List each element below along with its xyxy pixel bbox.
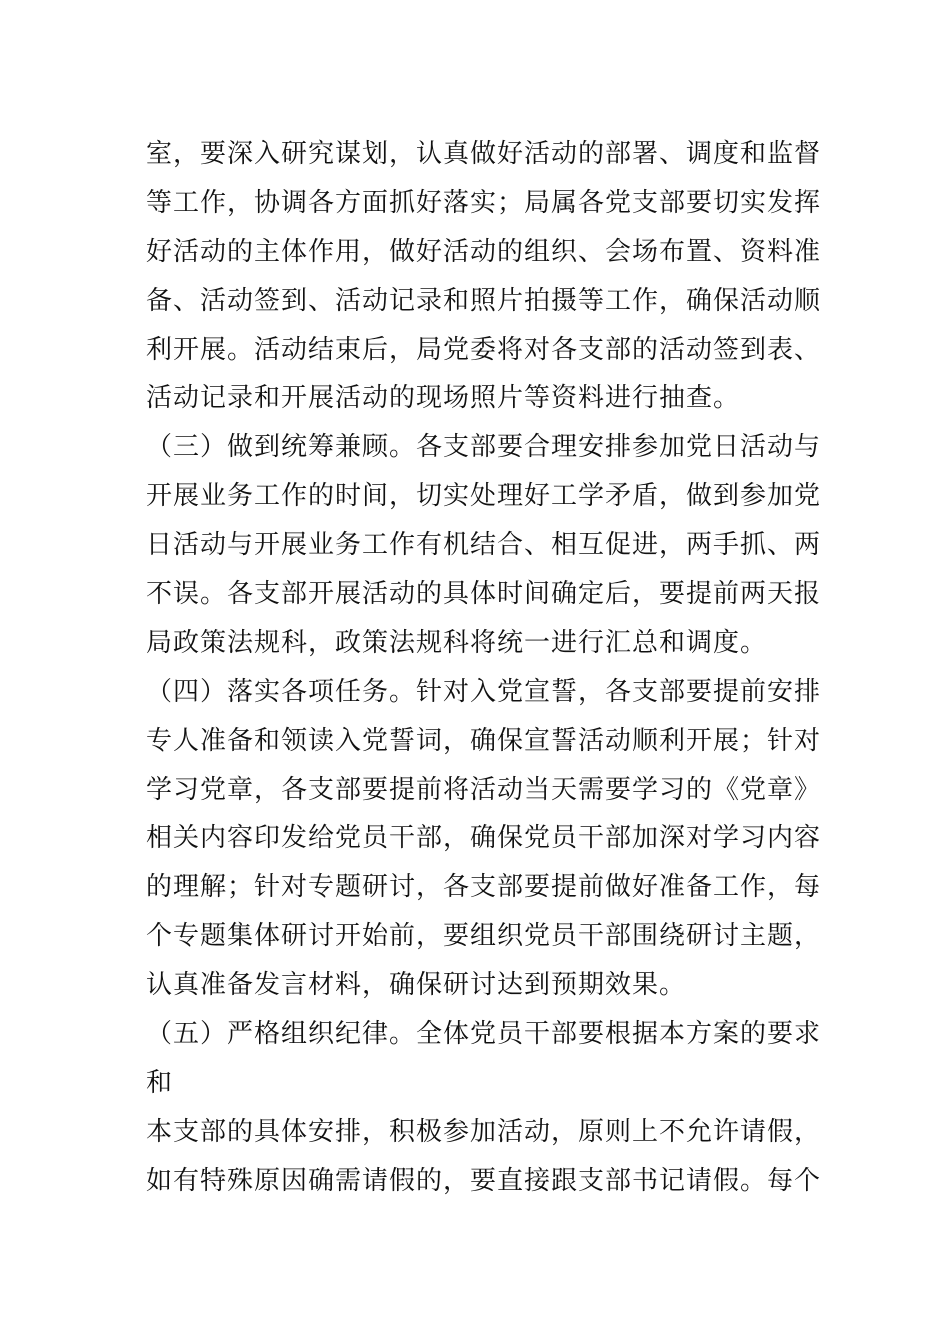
text-line: 和	[146, 1067, 174, 1098]
section-heading-line: （五）严格组织纪律。全体党员干部要根据本方案的要求	[146, 1019, 822, 1050]
text-line: 如有特殊原因确需请假的，要直接跟支部书记请假。每个	[146, 1165, 822, 1196]
text-line: 不误。各支部开展活动的具体时间确定后，要提前两天报	[146, 579, 822, 610]
text-line: 日活动与开展业务工作有机结合、相互促进，两手抓、两	[146, 530, 822, 561]
text-line: 好活动的主体作用，做好活动的组织、会场布置、资料准	[146, 236, 822, 267]
section-heading-line: （四）落实各项任务。针对入党宣誓，各支部要提前安排	[146, 676, 822, 707]
text-line: 学习党章，各支部要提前将活动当天需要学习的《党章》	[146, 774, 822, 805]
text-line: 利开展。活动结束后，局党委将对各支部的活动签到表、	[146, 334, 822, 365]
text-line: 本支部的具体安排，积极参加活动，原则上不允许请假，	[146, 1116, 822, 1147]
text-line: 认真准备发言材料，确保研讨达到预期效果。	[146, 970, 687, 1001]
text-line: 活动记录和开展活动的现场照片等资料进行抽查。	[146, 383, 741, 414]
text-line: 专人准备和领读入党誓词，确保宣誓活动顺利开展；针对	[146, 725, 822, 756]
text-line: 等工作，协调各方面抓好落实；局属各党支部要切实发挥	[146, 187, 822, 218]
text-line: 相关内容印发给党员干部，确保党员干部加深对学习内容	[146, 823, 822, 854]
text-line: 开展业务工作的时间，切实处理好工学矛盾，做到参加党	[146, 481, 822, 512]
text-line: 局政策法规科，政策法规科将统一进行汇总和调度。	[146, 627, 768, 658]
text-line: 备、活动签到、活动记录和照片拍摄等工作，确保活动顺	[146, 285, 822, 316]
section-heading-line: （三）做到统筹兼顾。各支部要合理安排参加党日活动与	[146, 432, 822, 463]
document-body	[146, 130, 822, 1206]
text-line: 的理解；针对专题研讨，各支部要提前做好准备工作，每	[146, 872, 822, 903]
text-line: 个专题集体研讨开始前，要组织党员干部围绕研讨主题，	[146, 921, 822, 952]
text-line: 室，要深入研究谋划，认真做好活动的部署、调度和监督	[146, 139, 822, 169]
